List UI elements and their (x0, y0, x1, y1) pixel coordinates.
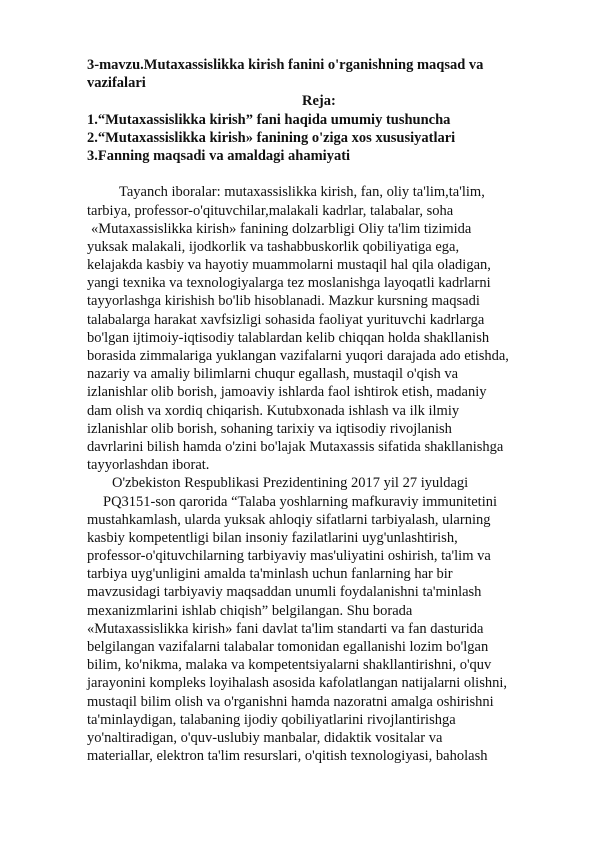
body-line: jarayonini kompleks loyihalash asosida kafolatlangan natijalarni olishni, (87, 675, 507, 692)
title-line: vazifalari (87, 75, 146, 92)
spacer (87, 165, 557, 183)
body-line: mavzusidagi tarbiyaviy maqsaddan unumli foydalanishni ta'minlash (87, 584, 482, 601)
plan-item: 3.Fanning maqsadi va amaldagi ahamiyati (87, 147, 351, 164)
body-line: tarbiya uyg'unligini amalda ta'minlash uchun fanlarning har bir (87, 566, 453, 583)
plan-heading: Reja: (302, 93, 336, 110)
body-line: mustahkamlash, ularda yuksak ahloqiy sifatlarni tarbiyalash, ularning (87, 511, 491, 528)
body-line: ta'minlaydigan, talabaning ijodiy qobiliyatlarini rivojlantirishga (87, 711, 456, 728)
body-line: bilim, ko'nikma, malaka va kompetentsiyalarni shakllantirishni, o'quv (87, 657, 492, 674)
body-line: PQ3151-son qarorida “Talaba yoshlarning mafkuraviy immunitetini (103, 493, 498, 510)
body-line: davrlarini bilish hamda o'zini bo'lajak Mutaxassis sifatida shakllanishga (87, 438, 504, 455)
plan-item: 2.“Mutaxassislikka kirish» fanining o'ziga xos xususiyatlari (87, 129, 456, 146)
body-line: bo'lgan ijtimoiy-iqtisodiy talablardan kelib chiqqan holda shakllanish (87, 329, 490, 346)
body-line: professor-o'qituvchilarning tarbiyaviy mas'uliyatini oshirish, ta'lim va (87, 548, 491, 565)
document-page (87, 56, 557, 765)
body-line: talabalarga harakat xavfsizligi sohasida faoliyat yurituvchi kadrlarga (87, 311, 485, 328)
body-line: kasbiy kompetentligi bilan insoniy fazilatlarini uyg'unlashtirish, (87, 529, 458, 546)
body-line: yuksak malakali, ijodkorlik va tashabbuskorlik qobiliyatiga ega, (87, 238, 460, 255)
body-line: «Mutaxassislikka kirish» fanining dolzarbligi Oliy ta'lim tizimida (91, 220, 472, 237)
body-line: O'zbekiston Respublikasi Prezidentining 2017 yil 27 iyuldagi (112, 475, 469, 492)
body-line: kelajakda kasbiy va hayotiy muammolarni mustaqil hal qila oladigan, (87, 257, 491, 274)
body-line: borasida zimmalariga yuklangan vazifalarni yuqori darajada ado etishda, (87, 348, 509, 364)
body-line: yo'naltiradigan, o'quv-uslubiy manbalar, didaktik vositalar va (87, 729, 443, 746)
body-line: dam olish va xordiq chiqarish. Kutubxonada ishlash va ilk ilmiy (87, 402, 460, 419)
body-line: Tayanch iboralar: mutaxassislikka kirish, fan, oliy ta'lim,ta'lim, (119, 184, 485, 201)
body-line: mexanizmlarini ishlab chiqish” belgilangan. Shu borada (87, 602, 413, 619)
plan-item: 1.“Mutaxassislikka kirish” fani haqida umumiy tushuncha (87, 111, 451, 128)
plan-list (87, 111, 557, 166)
title-line: 3-mavzu.Mutaxassislikka kirish fanini o'rganishning maqsad va (87, 57, 484, 73)
body-line: tayyorlashdan iborat. (87, 457, 210, 474)
body-line: tarbiya, professor-o'qituvchilar,malakali kadrlar, talabalar, soha (87, 202, 454, 219)
body-line: materiallar, elektron ta'lim resurslari, o'qitish texnologiyasi, baholash (87, 748, 488, 765)
body-line: nazariy va amaliy bilimlarni chuqur egallash, mustaqil o'qish va (87, 366, 459, 383)
body-line: yangi texnika va texnologiyalarga tez moslanishga layoqatli kadrlarni (87, 275, 491, 292)
body-text (87, 183, 557, 765)
body-line: izlanishlar olib borish, jamoaviy ishlarda faol ishtirok etish, madaniy (87, 384, 487, 401)
document-title (87, 56, 557, 92)
body-line: belgilangan vazifalarni talabalar tomonidan egallanishi lozim bo'lgan (87, 639, 489, 655)
body-line: «Mutaxassislikka kirish» fani davlat ta'lim standarti va fan dasturida (87, 620, 484, 637)
body-line: tayyorlashga kirishish bo'lib hisoblanadi. Mazkur kursning maqsadi (87, 293, 480, 310)
body-line: izlanishlar olib borish, sohaning tarixiy va iqtisodiy rivojlanish (87, 420, 452, 437)
body-line: mustaqil bilim olish va o'rganishni hamda nazoratni amalga oshirishni (87, 693, 494, 710)
